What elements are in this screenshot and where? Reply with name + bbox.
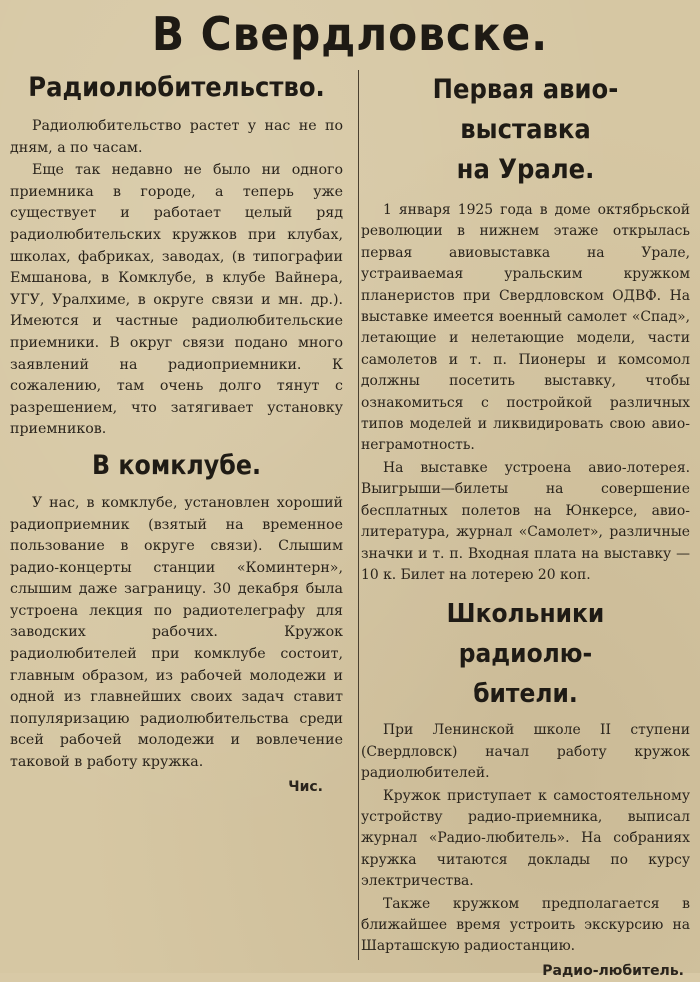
right-column [351,64,690,979]
article-title-school-radio [377,594,673,714]
article-title-avio-exhibition [377,70,673,190]
article-paragraph: На выставке устроена авио-лотерея. Выигрыши—билеты на совершение бесплатных полетов на Юнкерсе, авио-литература, журнал «Самолет», различные значки и т. п. Входная плата на выставку —10 к. Билет на лотерею 20 коп. [361,459,690,583]
article-signature: Чис. [288,778,323,795]
article-paragraph: У нас, в комклубе, установлен хороший радиоприемник (взятый на временное пользование в округе связи). Слышим радио-концерты станции «Коминтерн», слышим даже заграницу. 30 декабря была устроена лекция по радиотелеграфу для заводских рабочих. Кружок радиолюбителей при комклубе состоит, главным образом, из рабочей молодежи и одной из главнейших своих задач ставит популяризацию радиолюбительства среди всей рабочей молодежи и вовлечение таковой в работу кружка. [10,494,343,771]
article-signature: Радио-любитель. [542,962,684,979]
columns [10,64,690,979]
article-paragraph: Еще так недавно не было ни одного приемника в городе, а теперь уже существует и работает целый ряд радиолюбительских кружков при клубах, школах, фабриках, заводах, (в типографии Емшанова, в Комклубе, в клубе Вайнера, УГУ, Уралхиме, в округе связи и мн. др.). Имеются и частные радиолюбительские приемники. В округ связи подано много заявлений на радиоприемники. К сожалению, там очень долго тянут с разрешением, что затягивает установку приемников. [10,162,343,438]
article-paragraph: Радиолюбительство растет у нас не по дням, а по часам. [10,118,343,156]
article-paragraph: При Ленинской школе II ступени (Свердловск) начал работу кружок радиолюбителей. [361,722,690,782]
article-paragraph: 1 января 1925 года в доме октябрьской революции в нижнем этаже открылась первая авиовыставка на Урале, устраиваемая уральским кружком планеристов при Свердловском ОДВФ. На выставке имеется военный самолет «Спад», летающие и нелетающие модели, части самолетов и т. п. Пионеры и комсомол должны посетить выставку, чтобы ознакомиться с постройкой различных типов моделей и ликвидировать свою авио-неграмотность. [361,202,690,454]
article-paragraph: Кружок приступает к самостоятельному устройству радио-приемника, выписал журнал «Радио-любитель». На собраниях кружка читаются доклады по курсу электричества. [361,787,690,890]
article-title-radio-amateur: Радиолюбительство. [28,72,325,103]
title-line: Школьники радиолю- [446,599,605,670]
masthead-title: В Свердловске. [151,7,549,61]
column-divider [358,70,359,960]
article-title-komklub: В комклубе. [91,449,261,481]
title-line: бители. [473,679,578,710]
title-line: на Урале. [456,154,595,185]
article-paragraph: Также кружком предполагается в ближайшее время устроить экскурсию на Шарташскую радиостанцию. [361,895,690,955]
title-line: Первая авио-выставка [432,74,619,145]
left-column [10,64,351,964]
